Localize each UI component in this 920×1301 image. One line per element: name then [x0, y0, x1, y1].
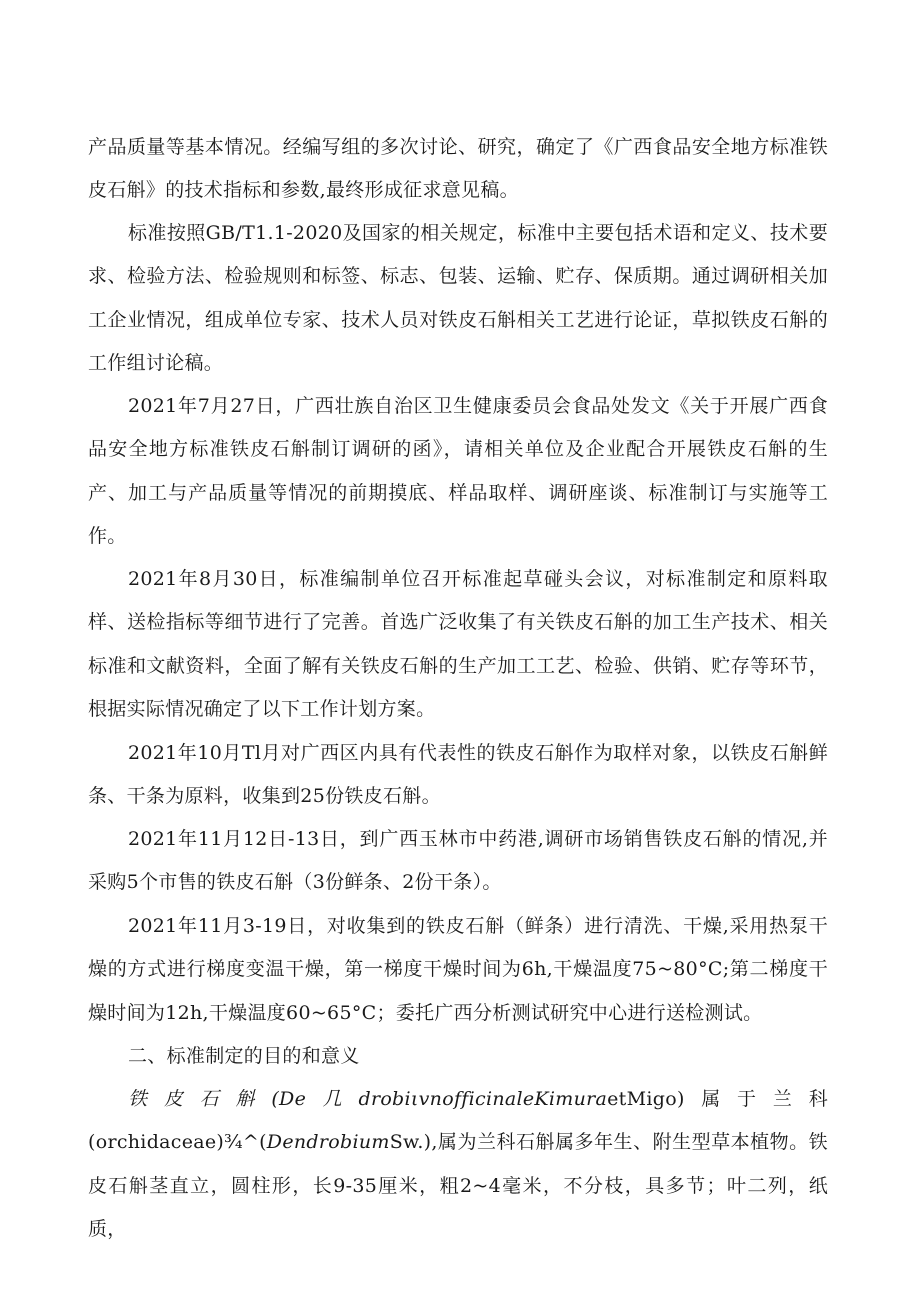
latin-name-italic: 铁皮石斛(De几drobiιvnofficinaleKimura [128, 1088, 608, 1110]
paragraph-intro-continued: 产品质量等基本情况。经编写组的多次讨论、研究，确定了《广西食品安全地方标准铁皮石斛》的技术指标和参数,最终形成征求意见稿。 [88, 136, 828, 202]
description-text: Sw.),属为兰科石斛属多年生、附生型草本植物。铁皮石斛茎直立，圆柱形，长9-35厘米，粗2~4毫米，不分枝，具多节；叶二列，纸质， [88, 1131, 828, 1241]
paragraph-2021-07-27: 2021年7月27日，广西壮族自治区卫生健康委员会食品处发文《关于开展广西食品安全地方标准铁皮石斛制订调研的函》，请相关单位及企业配合开展铁皮石斛的生产、加工与产品质量等情况的前期摸底、样品取样、调研座谈、标准制订与实施等工作。 [88, 395, 828, 548]
paragraph-2021-11-03: 2021年11月3-19日，对收集到的铁皮石斛（鲜条）进行清洗、干燥,采用热泵干燥的方式进行梯度变温干燥，第一梯度干燥时间为6h,干燥温度75~80°C;第二梯度干燥时间为12h,干燥温度60~65°C；委托广西分析测试研究中心进行送检测试。 [88, 915, 828, 1024]
latin-name-authors: etMigo)属于兰科(orchidaceae)¾^( [88, 1088, 828, 1154]
genus-name-italic: Dendrobium [266, 1131, 390, 1154]
paragraph-2021-11-12: 2021年11月12日-13日，到广西玉林市中药港,调研市场销售铁皮石斛的情况,并采购5个市售的铁皮石斛（3份鲜条、2份干条）。 [88, 828, 828, 894]
paragraph-2021-08-30: 2021年8月30日，标准编制单位召开标准起草碰头会议，对标准制定和原料取样、送检指标等细节进行了完善。首选广泛收集了有关铁皮石斛的加工生产技术、相关标准和文献资料，全面了解有关铁皮石斛的生产加工工艺、检验、供销、贮存等环节，根据实际情况确定了以下工作计划方案。 [88, 568, 828, 721]
paragraph-standard-structure: 标准按照GB/T1.1-2020及国家的相关规定，标准中主要包括术语和定义、技术要求、检验方法、检验规则和标签、标志、包装、运输、贮存、保质期。通过调研相关加工企业情况，组成单位专家、技术人员对铁皮石斛相关工艺进行论证，草拟铁皮石斛的工作组讨论稿。 [88, 222, 828, 375]
paragraph-2021-10: 2021年10月Tl月对广西区内具有代表性的铁皮石斛作为取样对象，以铁皮石斛鲜条、干条为原料，收集到25份铁皮石斛。 [88, 742, 828, 808]
section-heading-purpose: 二、标准制定的目的和意义 [128, 1045, 360, 1067]
paragraph-dendrobium-description [88, 1078, 828, 1252]
